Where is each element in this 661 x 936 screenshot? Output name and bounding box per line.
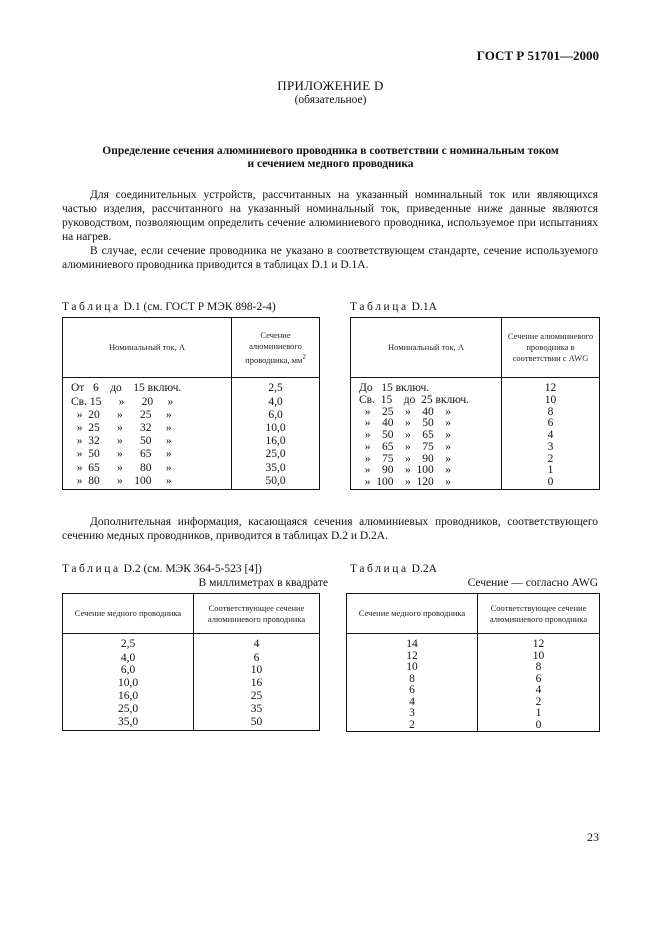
table-cell-right: 12 [478,634,600,651]
middle-text [62,515,598,543]
table-d1-caption-rest: D.1 (см. ГОСТ Р МЭК 898-2-4) [123,301,276,313]
table-d2a-body [347,634,600,732]
heading-line-1: Определение сечения алюминиевого проводника в соответствии с номинальным током [102,145,559,157]
table-cell-right: 6 [502,418,600,430]
table-cell-left: » 50 » 65 » [351,430,502,442]
table-cell-right: 10 [478,651,600,663]
table-cell-right: 50,0 [232,476,320,489]
table-d2 [62,593,320,731]
table-d1-header-section [232,318,320,378]
table-row [347,697,600,709]
table-cell-right: 2 [502,454,600,466]
table-filler-row [351,489,600,490]
table-cell-right: 25 [194,691,320,704]
table-row [63,653,320,666]
table-cell-right: 4 [478,685,600,697]
table-d1a-header-section: Сечение алюминиевого проводника в соответствии с AWG [502,318,600,378]
table-filler-cell [63,489,232,490]
table-row [63,476,320,489]
table-d2a [346,593,600,732]
table-filler-row [63,489,320,490]
table-d1 [62,317,320,490]
table-d1-header-current: Номинальный ток, А [63,318,232,378]
page-number: 23 [587,830,599,844]
table-d2-note: В миллиметрах в квадрате [198,577,328,589]
table-row [347,674,600,686]
table-cell-right: 2,5 [232,378,320,397]
table-cell-right: 6,0 [232,410,320,423]
table-cell-left: 8 [347,674,478,686]
table-row [63,463,320,476]
table-cell-right: 3 [502,442,600,454]
table-d1-caption-word: Таблица [62,301,121,313]
table-cell-right: 4 [194,634,320,653]
table-d1a-caption-word: Таблица [350,301,409,313]
table-row [347,662,600,674]
table-cell-right: 12 [502,378,600,395]
section-heading [0,145,661,171]
table-d1a-caption [350,301,437,313]
table-cell-left: » 90 » 100 » [351,465,502,477]
table-row [63,678,320,691]
table-cell-left: 35,0 [63,717,194,730]
table-cell-left: 2,5 [63,634,194,653]
table-cell-right: 10,0 [232,423,320,436]
table-d1a-header-current: Номинальный ток, А [351,318,502,378]
table-d1a-body [351,378,600,490]
table-d2-caption [62,563,262,575]
table-row [347,634,600,651]
table-row [347,720,600,732]
table-cell-right: 1 [478,708,600,720]
table-cell-left: » 40 » 50 » [351,418,502,430]
table-filler-cell [232,489,320,490]
table-cell-left: Св. 15 » 20 » [63,397,232,410]
table-cell-right: 10 [194,665,320,678]
intro-paragraph-1: Для соединительных устройств, рассчитанных на указанный номинальный ток или являющихся частью изделия, рассчитанного на указанный номинальный ток, приведенные ниже данные являются руководством, позволяющим определить сечение алюминиевого проводника, используемое при испытаниях на нагрев. [62,189,598,243]
table-row [63,704,320,717]
table-cell-left: » 65 » 75 » [351,442,502,454]
table-d2a-note: Сечение — согласно AWG [467,577,598,589]
table-cell-right: 50 [194,717,320,730]
table-filler-row [63,730,320,731]
table-d2-caption-word: Таблица [62,563,121,575]
table-row [63,665,320,678]
table-row [63,691,320,704]
table-d2a-header-aluminium: Соответствующее сечение алюминиевого проводника [478,594,600,634]
table-cell-left: » 25 » 40 » [351,407,502,419]
intro-text [62,188,598,272]
table-cell-left: » 20 » 25 » [63,410,232,423]
table-filler-cell [63,730,194,731]
table-cell-right: 6 [194,653,320,666]
table-filler-cell [478,731,600,732]
table-d2a-caption-rest: D.2A [411,563,437,575]
table-cell-left: До 15 включ. [351,378,502,395]
table-d2-header-copper: Сечение медного проводника [63,594,194,634]
table-d1-header-sup: 2 [302,352,306,361]
table-cell-right: 6 [478,674,600,686]
table-cell-left: 12 [347,651,478,663]
standard-header: ГОСТ Р 51701—2000 [476,48,599,63]
table-cell-left: » 75 » 90 » [351,454,502,466]
table-filler-row [347,731,600,732]
table-row [63,449,320,462]
table-cell-left: » 25 » 32 » [63,423,232,436]
intro-paragraph-2: В случае, если сечение проводника не указано в соответствующем стандарте, сечение используемого алюминиевого проводника приводится в таблицах D.1 и D.1A. [62,245,598,271]
table-cell-left: 2 [347,720,478,732]
heading-line-2: и сечением медного проводника [247,158,414,170]
table-cell-right: 10 [502,395,600,407]
table-row [351,442,600,454]
table-row [63,634,320,653]
table-cell-right: 35 [194,704,320,717]
table-cell-right: 16,0 [232,436,320,449]
table-cell-right: 4,0 [232,397,320,410]
table-d2a-caption [350,563,437,575]
table-filler-cell [347,731,478,732]
table-cell-left: 25,0 [63,704,194,717]
table-cell-left: Св. 15 до 25 включ. [351,395,502,407]
table-row [347,708,600,720]
table-row [347,685,600,697]
table-cell-left: » 50 » 65 » [63,449,232,462]
table-row [351,395,600,407]
table-d1a-caption-rest: D.1A [411,301,437,313]
table-cell-left: 6 [347,685,478,697]
table-cell-right: 4 [502,430,600,442]
table-cell-right: 8 [502,407,600,419]
table-filler-cell [351,489,502,490]
table-cell-left: 4,0 [63,653,194,666]
table-d2-body [63,634,320,731]
table-d2-caption-rest: D.2 (см. МЭК 364-5-523 [4]) [123,563,262,575]
table-cell-left: 10 [347,662,478,674]
table-cell-right: 2 [478,697,600,709]
table-cell-left: 4 [347,697,478,709]
table-cell-left: » 80 » 100 » [63,476,232,489]
table-d1-body [63,378,320,490]
table-cell-right: 16 [194,678,320,691]
table-cell-right: 25,0 [232,449,320,462]
table-cell-right: 1 [502,465,600,477]
table-row [351,477,600,489]
table-row [63,717,320,730]
middle-paragraph: Дополнительная информация, касающаяся сечения алюминиевых проводников, соответствующего сечению медных проводников, приводится в таблицах D.2 и D.2A. [62,516,598,542]
table-cell-left: » 100 » 120 » [351,477,502,489]
table-cell-left: 10,0 [63,678,194,691]
table-cell-right: 0 [502,477,600,489]
table-d1-header-section-text: Сечение алюминиевого проводника, мм [245,329,303,365]
appendix-subtitle: (обязательное) [294,94,367,106]
table-row [63,378,320,397]
table-row [347,651,600,663]
table-cell-left: 14 [347,634,478,651]
table-d2-header-aluminium: Соответствующее сечение алюминиевого проводника [194,594,320,634]
table-filler-cell [502,489,600,490]
table-cell-right: 8 [478,662,600,674]
table-d2a-header-copper: Сечение медного проводника [347,594,478,634]
table-d1a [350,317,600,490]
table-d1-caption [62,301,276,313]
table-cell-left: » 32 » 50 » [63,436,232,449]
table-filler-cell [194,730,320,731]
table-d2a-caption-word: Таблица [350,563,409,575]
table-cell-left: » 65 » 80 » [63,463,232,476]
table-cell-left: От 6 до 15 включ. [63,378,232,397]
table-cell-right: 35,0 [232,463,320,476]
table-cell-left: 16,0 [63,691,194,704]
table-cell-right: 0 [478,720,600,732]
table-cell-left: 3 [347,708,478,720]
table-cell-left: 6,0 [63,665,194,678]
appendix-title: ПРИЛОЖЕНИЕ D [277,78,384,93]
table-row [351,378,600,395]
